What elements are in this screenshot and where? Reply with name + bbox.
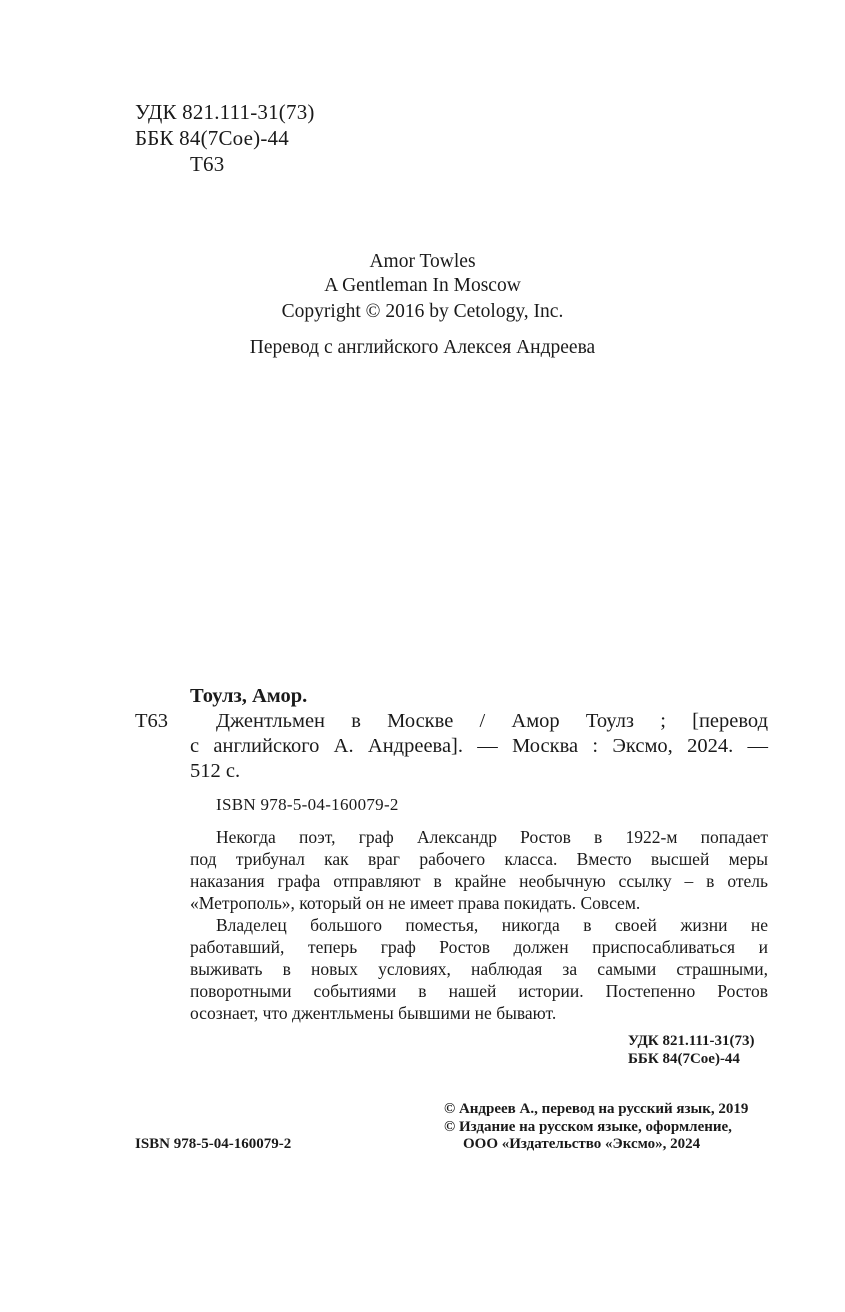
- annotation-line: работавший, теперь граф Ростов должен приспосабливаться и: [190, 937, 768, 957]
- annotation: [190, 826, 768, 1026]
- annotation-line: Владелец большого поместья, никогда в своей жизни не: [216, 915, 768, 935]
- original-copyright: Copyright © 2016 by Cetology, Inc.: [281, 301, 564, 322]
- copyright-translation: © Андреев А., перевод на русский язык, 2019: [444, 1101, 749, 1117]
- bib-pages-line: 512 с.: [190, 760, 241, 782]
- bib-heading-author: Тоулз, Амор.: [190, 685, 308, 707]
- original-author: Amor Towles: [369, 251, 476, 272]
- annotation-line: наказания графа отправляют в крайне необычную ссылку – в отель: [190, 871, 768, 891]
- annotation-line: Некогда поэт, граф Александр Ростов в 1922-м попадает: [216, 827, 768, 847]
- translation-credit: Перевод с английского Алексея Андреева: [249, 337, 596, 358]
- bbk-code: ББК 84(7Сое)-44: [135, 126, 289, 150]
- annotation-line: поворотными событиями в нашей истории. Постепенно Ростов: [190, 981, 768, 1001]
- udk-code: УДК 821.111-31(73): [135, 100, 315, 124]
- copyright-publisher: ООО «Издательство «Эксмо», 2024: [463, 1136, 701, 1152]
- bottom-udk-code: УДК 821.111-31(73): [628, 1033, 755, 1049]
- annotation-line: «Метрополь», который он не имеет права покидать. Совсем.: [190, 893, 641, 913]
- bib-isbn: ISBN 978-5-04-160079-2: [216, 795, 399, 814]
- bottom-isbn: ISBN 978-5-04-160079-2: [135, 1136, 292, 1152]
- bottom-bbk-code: ББК 84(7Сое)-44: [628, 1051, 740, 1067]
- bib-title-line: Джентльмен в Москве / Амор Тоулз ; [перевод: [216, 710, 768, 732]
- bib-translation-line: с английского А. Андреева]. — Москва : Эксмо, 2024. —: [190, 735, 768, 757]
- bib-author-mark: Т63: [135, 710, 169, 732]
- author-mark: Т63: [190, 152, 225, 176]
- annotation-line: осознает, что джентльмены бывшими не бывают.: [190, 1003, 557, 1023]
- original-title: A Gentleman In Moscow: [324, 275, 521, 296]
- annotation-line: под трибунал как враг рабочего класса. Вместо высшей меры: [190, 849, 768, 869]
- copyright-edition: © Издание на русском языке, оформление,: [444, 1119, 732, 1135]
- annotation-line: выживать в новых условиях, наблюдая за самыми страшными,: [190, 959, 768, 979]
